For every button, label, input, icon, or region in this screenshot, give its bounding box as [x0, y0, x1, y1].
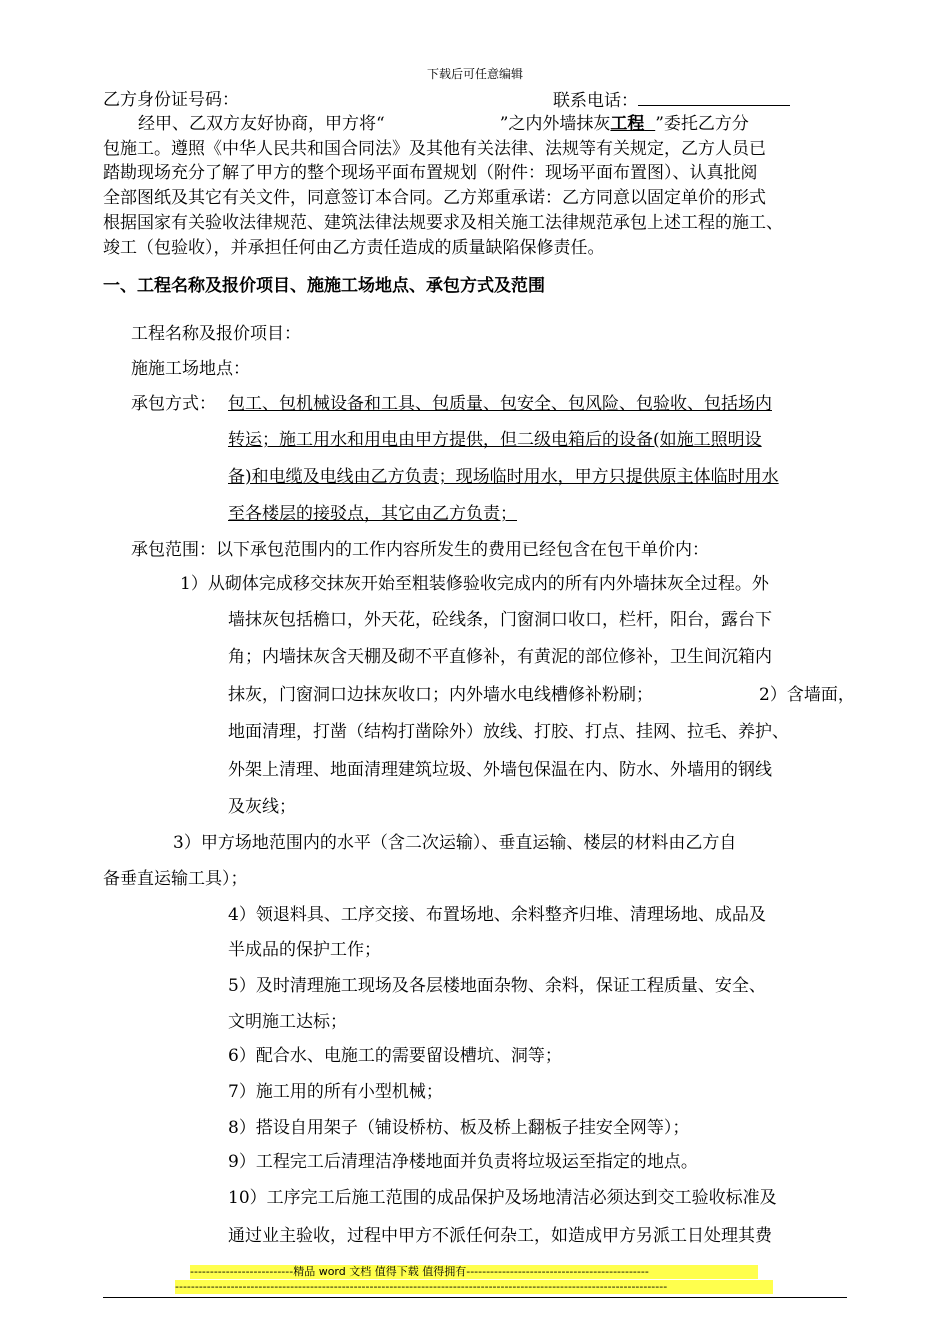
header-note: 下载后可任意编辑	[426, 67, 523, 81]
item-5-line-1: 5）及时清理施工现场及各层楼地面杂物、余料，保证工程质量、安全、	[228, 976, 766, 996]
intro-line-1-b: ”之内外墙抹灰	[499, 114, 611, 134]
method-line-3: 备)和电缆及电线由乙方负责；现场临时用水，甲方只提供原主体临时用水	[228, 467, 779, 487]
item-10-line-2: 通过业主验收，过程中甲方不派任何杂工，如造成甲方另派工日处理其费	[228, 1226, 772, 1246]
item-1-line-1: 1）从砌体完成移交抹灰开始至粗装修验收完成内的所有内外墙抹灰全过程。外	[180, 574, 769, 594]
item-3-line-1: 3）甲方场地范围内的水平（含二次运输）、垂直运输、楼层的材料由乙方自	[173, 833, 737, 853]
item-4-line-1: 4）领退料具、工序交接、布置场地、余料整齐归堆、清理场地、成品及	[228, 905, 766, 925]
party-b-phone-label: 联系电话：	[553, 91, 638, 111]
intro-line-1-d: ”委托乙方分	[655, 114, 749, 134]
party-b-phone-row	[553, 89, 790, 112]
item-2-line-4: 及灰线；	[228, 797, 296, 817]
footer-banner-line-2: ----------------------------------------------------------------------------------------------------------------------------	[175, 1280, 773, 1294]
intro-line-1-project: 工程	[610, 114, 645, 134]
item-10-line-1: 10）工序完工后施工范围的成品保护及场地清洁必须达到交工验收标准及	[228, 1188, 777, 1208]
party-b-id-label: 乙方身份证号码：	[103, 90, 239, 110]
item-7: 7）施工用的所有小型机械；	[228, 1082, 443, 1102]
footer-banner-line-1: --------------------------精品 word 文档 值得下载 值得拥有----------------------------------------------	[190, 1265, 758, 1279]
item-2-line-2: 地面清理，打凿（结构打凿除外）放线、打胶、打点、挂网、拉毛、养护、	[228, 722, 789, 742]
item-5-line-2: 文明施工达标；	[228, 1012, 347, 1032]
site-label: 施施工场地点：	[131, 359, 250, 379]
item-2-start: 2）含墙面，	[759, 685, 855, 705]
section-1-heading: 一、工程名称及报价项目、施施工场地点、承包方式及范围	[103, 276, 545, 296]
item-8: 8）搭设自用架子（铺设桥枋、板及桥上翻板子挂安全网等）；	[228, 1118, 690, 1138]
intro-line-1	[138, 113, 749, 135]
method-label: 承包方式：	[131, 394, 216, 414]
intro-line-1-gap	[644, 114, 655, 134]
item-9: 9）工程完工后清理洁净楼地面并负责将垃圾运至指定的地点。	[228, 1152, 698, 1172]
project-name-label: 工程名称及报价项目：	[131, 324, 301, 344]
method-line-2: 转运；施工用水和用电由甲方提供，但二级电箱后的设备(如施工照明设	[228, 430, 762, 450]
party-b-phone-blank	[638, 89, 790, 106]
method-line-4: 至各楼层的接驳点，其它由乙方负责；	[228, 504, 517, 524]
footer-rule	[103, 1297, 847, 1298]
item-1-line-3: 角；内墙抹灰含天棚及砌不平直修补，有黄泥的部位修补，卫生间沉箱内	[228, 647, 772, 667]
item-4-line-2: 半成品的保护工作；	[228, 940, 381, 960]
item-1-line-4: 抹灰，门窗洞口边抹灰收口；内外墙水电线槽修补粉刷；	[228, 685, 653, 705]
item-2-line-3: 外架上清理、地面清理建筑垃圾、外墙包保温在内、防水、外墙用的钢线	[228, 760, 772, 780]
item-1-line-2: 墙抹灰包括檐口，外天花，砼线条，门窗洞口收口，栏杆，阳台，露台下	[228, 610, 772, 630]
intro-line-3: 踏勘现场充分了解了甲方的整个现场平面布置规划（附件：现场平面布置图）、认真批阅	[103, 163, 758, 183]
item-6: 6）配合水、电施工的需要留设槽坑、洞等；	[228, 1046, 562, 1066]
intro-line-4: 全部图纸及其它有关文件，同意签订本合同。乙方郑重承诺：乙方同意以固定单价的形式	[103, 188, 766, 208]
scope-label: 承包范围：以下承包范围内的工作内容所发生的费用已经包含在包干单价内：	[131, 540, 709, 560]
intro-line-2: 包施工。遵照《中华人民共和国合同法》及其他有关法律、法规等有关规定，乙方人员已	[103, 139, 766, 159]
intro-line-6: 竣工（包验收），并承担任何由乙方责任造成的质量缺陷保修责任。	[103, 238, 605, 258]
intro-line-1-a: 经甲、乙双方友好协商，甲方将“	[138, 114, 385, 134]
method-line-1: 包工、包机械设备和工具、包质量、包安全、包风险、包验收、包括场内	[228, 394, 772, 414]
item-3-line-2: 备垂直运输工具）；	[103, 869, 248, 889]
intro-line-5: 根据国家有关验收法律规范、建筑法律法规要求及相关施工法律规范承包上述工程的施工、	[103, 213, 783, 233]
